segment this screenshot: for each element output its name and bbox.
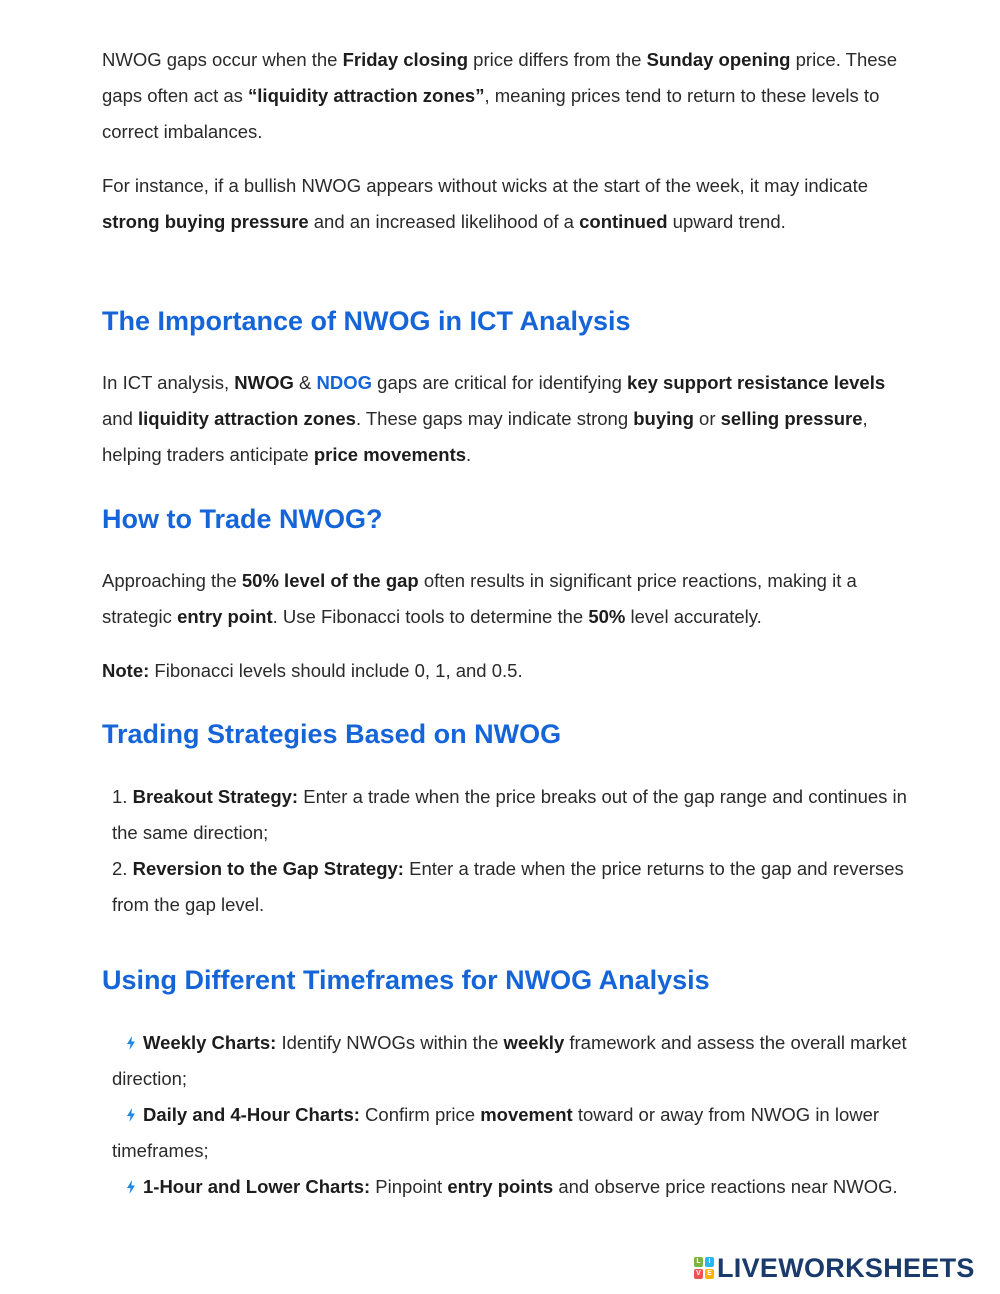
example-paragraph bbox=[102, 168, 912, 240]
bold-run: “liquidity attraction zones” bbox=[248, 85, 485, 106]
importance-paragraph bbox=[102, 365, 912, 473]
bold-run: entry points bbox=[447, 1176, 554, 1197]
list-item bbox=[112, 779, 912, 851]
list-item bbox=[112, 1169, 912, 1205]
text-run: For instance, if a bullish NWOG appears without wicks at the start of the week, it may indicate bbox=[102, 175, 869, 196]
section-heading-timeframes: Using Different Timeframes for NWOG Analysis bbox=[102, 965, 710, 995]
text-run: and an increased likelihood of a bbox=[308, 211, 580, 232]
section-heading-how-to-trade: How to Trade NWOG? bbox=[102, 504, 383, 534]
bold-run: weekly bbox=[503, 1032, 565, 1053]
list-item bbox=[112, 1097, 912, 1169]
list-item bbox=[112, 851, 912, 923]
how-to-trade-paragraph bbox=[102, 563, 912, 635]
list-number: 2. bbox=[112, 858, 128, 879]
bold-run: buying bbox=[633, 408, 694, 429]
text-run: toward or away from NWOG in lower timeframes; bbox=[112, 1104, 880, 1161]
text-run: and observe price reactions near NWOG. bbox=[553, 1176, 898, 1197]
logo-mark-letter: I bbox=[705, 1257, 714, 1267]
liveworksheets-logo[interactable] bbox=[694, 1253, 975, 1283]
text-run: Pinpoint bbox=[370, 1176, 448, 1197]
list-item-title: Weekly Charts: bbox=[143, 1032, 277, 1053]
bold-run: Sunday opening bbox=[646, 49, 791, 70]
bold-run: selling pressure bbox=[720, 408, 863, 429]
text-run: , helping traders anticipate bbox=[102, 408, 868, 465]
text-run: Confirm price bbox=[359, 1104, 481, 1125]
bold-run: strong buying pressure bbox=[102, 211, 309, 232]
logo-mark-letter: E bbox=[705, 1269, 714, 1279]
logo-mark-icon bbox=[694, 1257, 714, 1279]
text-run: . bbox=[466, 444, 472, 465]
text-run: gaps are critical for identifying bbox=[372, 372, 628, 393]
list-item-text: Enter a trade when the price returns to the gap and reverses from the gap level. bbox=[112, 858, 904, 915]
text-run: Fibonacci levels should include 0, 1, and 0.5. bbox=[149, 660, 523, 681]
note-label: Note: bbox=[102, 660, 150, 681]
lightning-bolt-icon bbox=[126, 1108, 136, 1122]
text-run: . These gaps may indicate strong bbox=[355, 408, 634, 429]
text-run: framework and assess the overall market direction; bbox=[112, 1032, 907, 1089]
text-run: . Use Fibonacci tools to determine the bbox=[272, 606, 589, 627]
logo-mark-letter: L bbox=[694, 1257, 703, 1267]
bold-run: entry point bbox=[177, 606, 273, 627]
logo-mark-letter: V bbox=[694, 1269, 703, 1279]
list-item-text: Enter a trade when the price breaks out of the gap range and continues in the same direction; bbox=[112, 786, 907, 843]
text-run: Identify NWOGs within the bbox=[276, 1032, 504, 1053]
list-item-title: Breakout Strategy: bbox=[132, 786, 299, 807]
intro-paragraph bbox=[102, 42, 912, 150]
text-run: Approaching the bbox=[102, 570, 242, 591]
bold-run: continued bbox=[579, 211, 668, 232]
logo-text: LIVEWORKSHEETS bbox=[717, 1252, 975, 1283]
bold-run: price movements bbox=[313, 444, 467, 465]
note-paragraph bbox=[102, 653, 912, 689]
section-heading-strategies: Trading Strategies Based on NWOG bbox=[102, 719, 562, 749]
bold-run: key support resistance levels bbox=[627, 372, 886, 393]
text-run: price differs from the bbox=[468, 49, 647, 70]
list-number: 1. bbox=[112, 786, 128, 807]
bold-run: Friday closing bbox=[342, 49, 469, 70]
timeframes-list bbox=[112, 1025, 912, 1205]
bold-run: liquidity attraction zones bbox=[138, 408, 356, 429]
bold-run: movement bbox=[480, 1104, 573, 1125]
section-heading-importance: The Importance of NWOG in ICT Analysis bbox=[102, 306, 631, 336]
text-run: price. These gaps often act as bbox=[102, 49, 898, 106]
ndog-link[interactable]: NDOG bbox=[316, 372, 373, 393]
bold-run: 50% bbox=[588, 606, 626, 627]
text-run: upward trend. bbox=[667, 211, 786, 232]
text-run: & bbox=[293, 372, 317, 393]
lightning-bolt-icon bbox=[126, 1036, 136, 1050]
text-run: NWOG gaps occur when the bbox=[102, 49, 343, 70]
list-item-title: Daily and 4-Hour Charts: bbox=[143, 1104, 360, 1125]
text-run: , meaning prices tend to return to these levels to correct imbalances. bbox=[102, 85, 880, 142]
list-item-title: 1-Hour and Lower Charts: bbox=[143, 1176, 371, 1197]
strategies-list bbox=[112, 779, 912, 923]
lightning-bolt-icon bbox=[126, 1180, 136, 1194]
text-run: In ICT analysis, bbox=[102, 372, 235, 393]
list-item-title: Reversion to the Gap Strategy: bbox=[132, 858, 404, 879]
list-item bbox=[112, 1025, 912, 1097]
text-run: often results in significant price reactions, making it a strategic bbox=[102, 570, 857, 627]
text-run: level accurately. bbox=[625, 606, 762, 627]
bold-run: 50% level of the gap bbox=[241, 570, 419, 591]
text-run: and bbox=[102, 408, 139, 429]
text-run: or bbox=[693, 408, 721, 429]
bold-run: NWOG bbox=[234, 372, 294, 393]
